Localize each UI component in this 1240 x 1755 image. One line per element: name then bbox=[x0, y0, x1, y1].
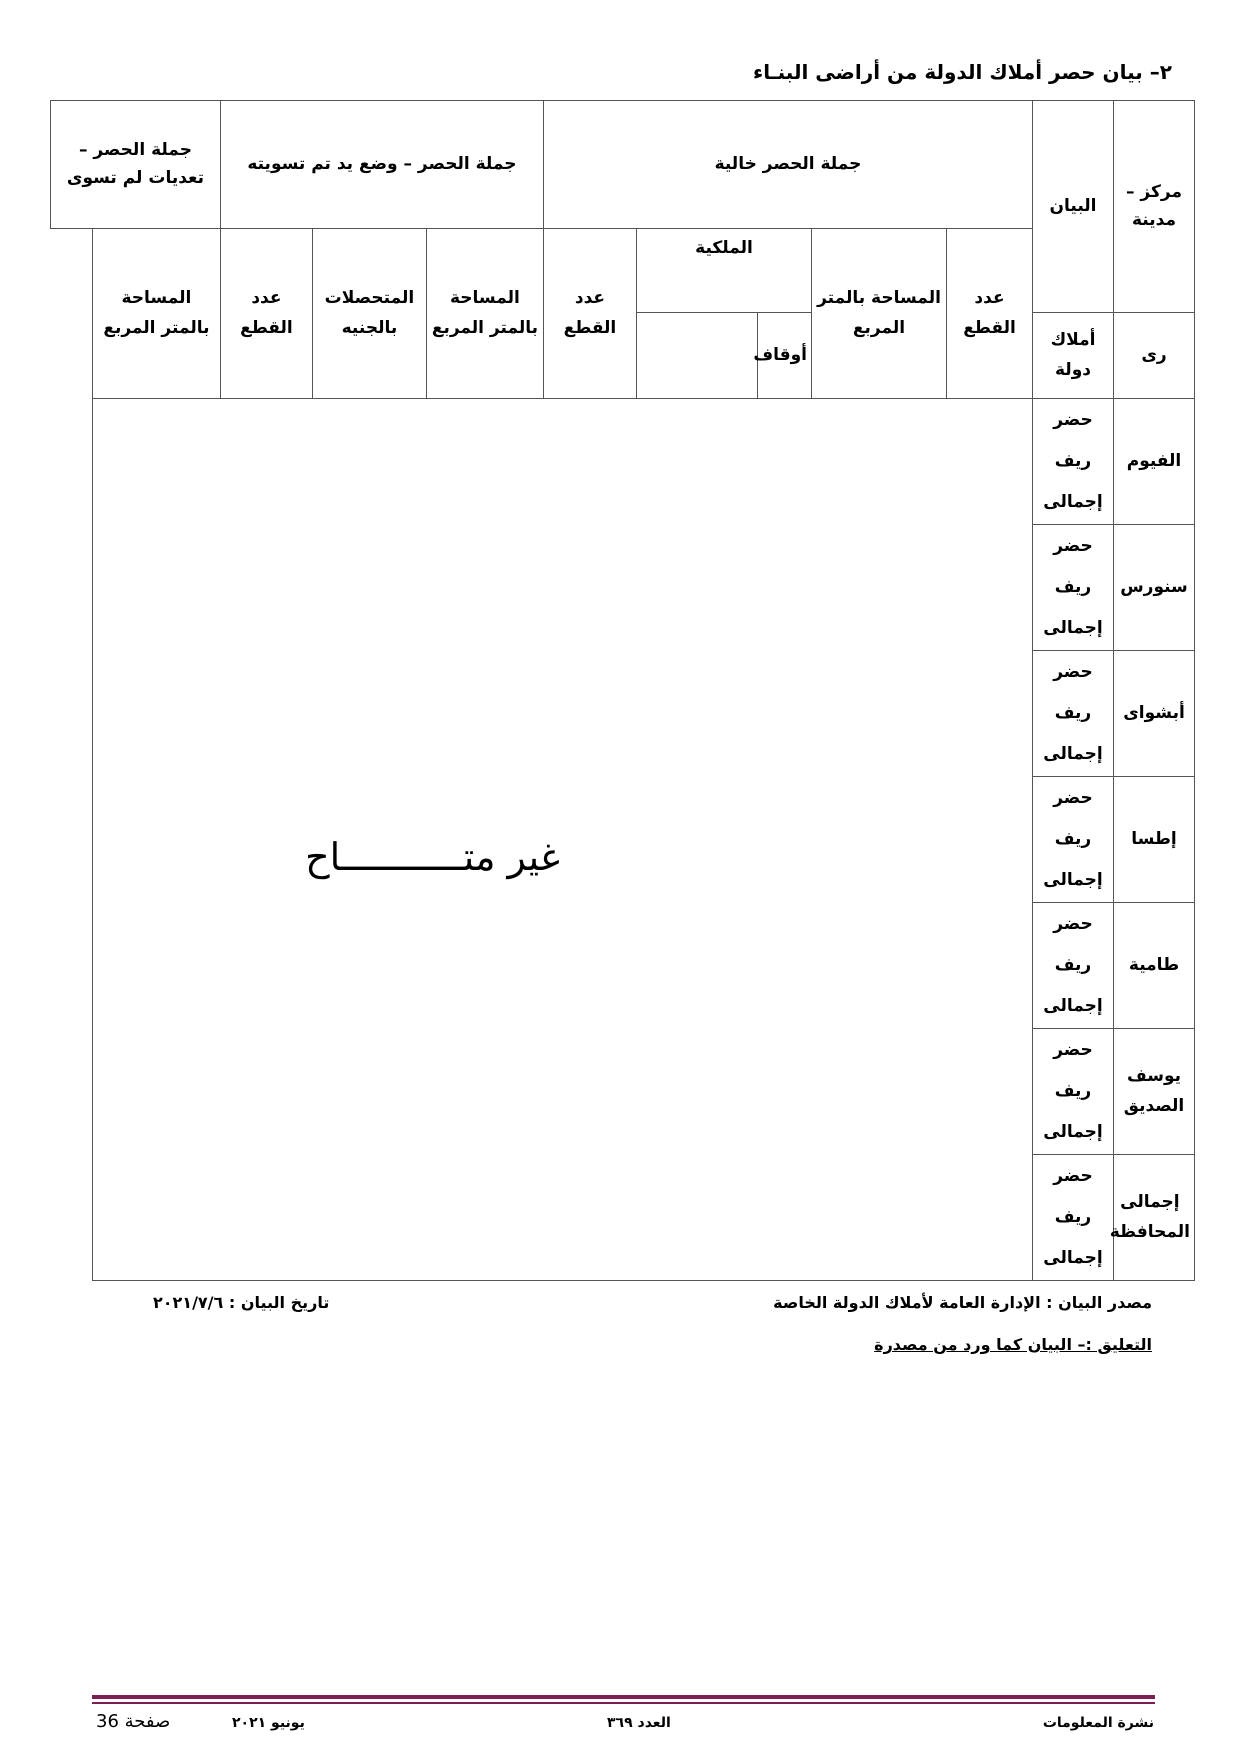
row-type-list bbox=[1033, 1155, 1114, 1281]
row-type-label: إجمالى bbox=[1043, 995, 1103, 1016]
row-center-name: إجمالى المحافظة bbox=[1114, 1155, 1195, 1281]
table-row bbox=[51, 399, 1195, 525]
state-property-table bbox=[50, 100, 1195, 1281]
row-type-label: إجمالى bbox=[1043, 491, 1103, 512]
footer-rule-thin bbox=[92, 1702, 1155, 1704]
row-type-label: إجمالى bbox=[1043, 617, 1103, 638]
header-vacant-total: جملة الحصر خالية bbox=[543, 101, 1032, 229]
row-type-list bbox=[1033, 651, 1114, 777]
footer-rule bbox=[92, 1695, 1155, 1699]
row-type-label: إجمالى bbox=[1043, 869, 1103, 890]
row-center-name: إطسا bbox=[1114, 777, 1195, 903]
footer-publication: نشرة المعلومات bbox=[1042, 1715, 1154, 1731]
header-vacant-plots: عدد القطع bbox=[947, 229, 1033, 399]
header-statement: البيان bbox=[1033, 101, 1114, 313]
header-ownership-irrigation: رى bbox=[1114, 313, 1195, 399]
header-settled-collections: المتحصلات بالجنيه bbox=[312, 229, 426, 399]
header-unsettled-total: جملة الحصر – تعديات لم تسوى bbox=[51, 101, 221, 229]
header-center: مركز – مدينة bbox=[1114, 101, 1195, 313]
row-center-name: يوسف الصديق bbox=[1114, 1029, 1195, 1155]
row-type-label: حضر bbox=[1053, 410, 1093, 431]
row-type-label: حضر bbox=[1053, 536, 1093, 557]
row-type-label: إجمالى bbox=[1043, 743, 1103, 764]
header-unsettled-plots: عدد القطع bbox=[220, 229, 312, 399]
header-ownership-state: أملاك دولة bbox=[1033, 313, 1114, 399]
row-type-list bbox=[1033, 903, 1114, 1029]
footer-issue: العدد ٣٦٩ bbox=[607, 1715, 671, 1731]
footer-page-number: صفحة 36 bbox=[96, 1711, 171, 1732]
row-type-label: ريف bbox=[1054, 829, 1092, 850]
row-center-name: سنورس bbox=[1114, 525, 1195, 651]
row-type-label: ريف bbox=[1054, 703, 1092, 724]
row-type-label: حضر bbox=[1053, 788, 1093, 809]
row-center-name: أبشواى bbox=[1114, 651, 1195, 777]
data-source-note: مصدر البيان : الإدارة العامة لأملاك الدولة الخاصة bbox=[773, 1293, 1152, 1312]
row-center-name: طامية bbox=[1114, 903, 1195, 1029]
page-title: ٢– بيان حصر أملاك الدولة من أراضى البنـاء bbox=[753, 60, 1172, 84]
row-type-label: ريف bbox=[1054, 451, 1092, 472]
row-type-label: ريف bbox=[1054, 577, 1092, 598]
row-type-list bbox=[1033, 399, 1114, 525]
row-type-label: حضر bbox=[1053, 1040, 1093, 1061]
header-settled-plots: عدد القطع bbox=[543, 229, 636, 399]
footer-date: يونيو ٢٠٢١ bbox=[232, 1715, 305, 1731]
table-body bbox=[51, 399, 1195, 1281]
row-type-list bbox=[1033, 777, 1114, 903]
row-type-label: حضر bbox=[1053, 662, 1093, 683]
header-settled-area: المساحة بالمتر المربع bbox=[426, 229, 543, 399]
row-type-label: إجمالى bbox=[1043, 1247, 1103, 1268]
header-ownership: الملكية bbox=[637, 229, 812, 313]
header-unsettled-area: المساحة بالمتر المربع bbox=[92, 229, 220, 399]
comment-note: التعليق :– البيان كما ورد من مصدرة bbox=[874, 1335, 1152, 1354]
row-type-label: ريف bbox=[1054, 1081, 1092, 1102]
row-type-label: ريف bbox=[1054, 1207, 1092, 1228]
data-date-note: تاريخ البيان : ٢٠٢١/٧/٦ bbox=[153, 1293, 330, 1312]
row-type-label: ريف bbox=[1054, 955, 1092, 976]
row-type-list bbox=[1033, 1029, 1114, 1155]
row-type-list bbox=[1033, 525, 1114, 651]
row-type-label: حضر bbox=[1053, 914, 1093, 935]
header-vacant-area: المساحة بالمتر المربع bbox=[812, 229, 947, 399]
not-available-cell bbox=[92, 399, 1032, 1281]
row-type-label: حضر bbox=[1053, 1166, 1093, 1187]
header-ownership-awqaf: أوقاف bbox=[758, 313, 812, 399]
row-type-label: إجمالى bbox=[1043, 1121, 1103, 1142]
row-center-name: الفيوم bbox=[1114, 399, 1195, 525]
not-available-label: غير متـــــــــــاح bbox=[305, 835, 560, 880]
header-settled-total: جملة الحصر – وضع يد تم تسويته bbox=[220, 101, 543, 229]
